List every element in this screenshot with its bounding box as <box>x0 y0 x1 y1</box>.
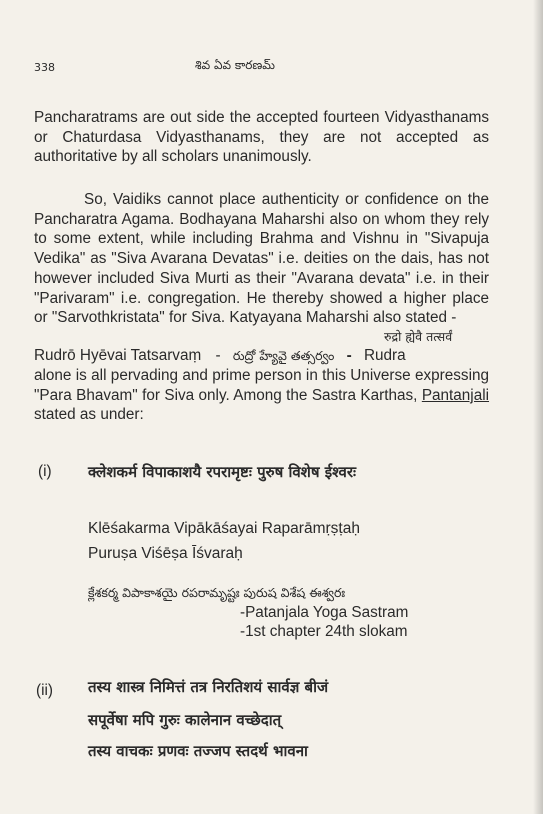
paragraph-tail-text: alone is all pervading and prime person in this Universe expressing "Para Bhavam" for Siva only. Among the Sastra Karthas, <box>34 367 489 404</box>
paragraph-1: Pancharatrams are out side the accepted fourteen Vidyasthanams or Chaturdasa Vidyasthanams, they are not accepted as authoritative by all scholars unanimously. <box>34 109 489 166</box>
item-2-line-2: सपूर्वेषा मपि गुरुः कालेनान वच्छेदात् <box>88 711 282 729</box>
page-edge-shadow <box>533 0 543 814</box>
quote-dash: - <box>346 347 352 364</box>
item-1-source-2: -1st chapter 24th slokam <box>240 623 408 640</box>
pantanjali-underlined: Pantanjali <box>421 386 490 404</box>
rudra-transliteration-line <box>34 346 406 366</box>
paragraph-2-tail <box>34 366 489 425</box>
paragraph-2-text: So, Vaidiks cannot place authenticity or confidence on the Pancharatra Agama. Bodhayana Maharshi also on whom they rely to some extent, while including Brahma and Vishnu in "Sivapuja Vedika" as "Siva Avarana Devatas" i.e. deities on the dais, has not however included Siva Murti as their "Avarana devata" i.e. in their "Parivaram" i.e. congregation. He thereby showed a higher place or "Sarvothkristata" for Siva. Katyayana Maharshi also stated - <box>34 191 489 327</box>
paragraph-tail-end: stated as under: <box>34 406 144 424</box>
item-1-translit-1: Klēśakarma Vipākāśayai Raparāmṛṣṭaḥ <box>88 520 360 537</box>
item-2-line-1: तस्य शास्त्र निमित्तं तत्र निरतिशयं सार्वज्ञ बीजं <box>88 678 329 696</box>
paragraph-2 <box>34 190 489 328</box>
page-header <box>0 58 543 78</box>
item-1-translit-2: Puruṣa Viśēṣa Īśvaraḥ <box>88 545 243 562</box>
quote-roman: Rudrō Hyēvai Tatsarvaṃ <box>34 347 202 364</box>
item-1-marker: (i) <box>38 463 52 480</box>
item-2-marker: (ii) <box>36 682 53 699</box>
item-1-devanagari: क्लेशकर्म विपाकाशयै रपरामृष्टः पुरुष विशेष ईश्वरः <box>88 463 357 481</box>
item-2-line-3: तस्य वाचकः प्रणवः तज्जप स्तदर्थ भावना <box>88 742 308 760</box>
quote-dash: - <box>215 347 221 364</box>
item-1-source-1: -Patanjala Yoga Sastram <box>240 604 409 621</box>
page-number: 338 <box>34 61 55 74</box>
quote-telugu: రుద్రో హ్యేవై తత్సర్వం <box>232 348 335 363</box>
quote-word-rudra: Rudra <box>363 347 406 364</box>
item-1-telugu: క్లేశకర్మ విపాకాశయై రపరామృష్టః పురుష విశేష ఈశ్వరః <box>88 585 346 600</box>
running-title: శివ ఏవ కారణమ్ <box>195 58 275 72</box>
quote-devanagari: रुद्रो ह्येवै तत्सर्वं <box>384 329 453 344</box>
